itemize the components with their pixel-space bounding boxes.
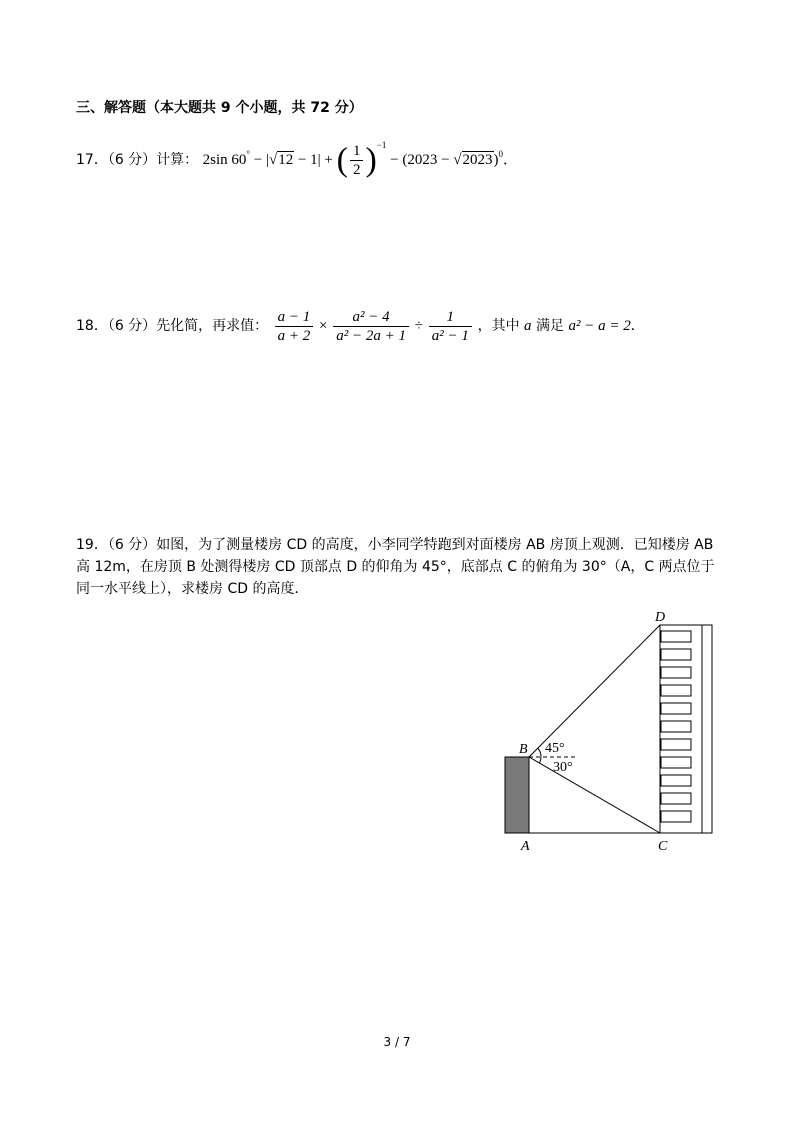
fraction <box>429 308 472 345</box>
angle-label-30: 30° <box>553 760 573 775</box>
page-number: 3 / 7 <box>383 1035 411 1049</box>
sight-line-bc <box>529 757 660 833</box>
question-19 <box>76 534 726 600</box>
question-number: 19． <box>76 537 108 553</box>
fraction-numerator: 1 <box>429 308 472 327</box>
expr-part: ) <box>493 152 499 168</box>
angle-label-45: 45° <box>545 741 565 756</box>
fraction-numerator: a − 1 <box>275 308 314 327</box>
label-c: C <box>658 839 668 854</box>
question-prompt: 计算： <box>156 152 199 168</box>
fraction-denominator: a² − 2a + 1 <box>336 328 406 344</box>
label-a: A <box>521 839 530 854</box>
label-b: B <box>519 742 528 757</box>
question-prompt: 先化简，再求值： <box>156 317 269 334</box>
expr-part: − 1| + <box>294 152 337 168</box>
question-text: 如图，为了测量楼房 CD 的高度，小李同学特跑到对面楼房 AB 房顶上观测．已知楼房 AB 高 12m，在房顶 B 处测得楼房 CD 顶部点 D 的仰角为 45°，底部点 C 的俯角为 30°（A，C 两点位于同一水平线上），求楼房 CD 的高度． <box>76 537 715 597</box>
expr-part: − (2023 − <box>386 152 454 168</box>
sqrt-radicand: 2023 <box>462 152 493 168</box>
sqrt-radicand: 12 <box>278 152 294 168</box>
fraction-denominator: 2 <box>352 162 361 179</box>
question-number: 18． <box>76 317 108 334</box>
fraction <box>333 308 409 345</box>
angle-arc-45 <box>538 749 541 758</box>
operator: × <box>315 317 332 334</box>
fraction-numerator: 1 <box>350 142 364 161</box>
building-windows <box>661 631 691 822</box>
fraction <box>275 308 314 345</box>
question-points: （6 分） <box>107 152 157 168</box>
section-title: 三、解答题（本大题共 9 个小题，共 72 分） <box>76 100 363 116</box>
exponent: −1 <box>376 140 387 150</box>
label-d: D <box>655 610 666 625</box>
expr-end: ． <box>630 317 645 334</box>
expr-part: 2sin 60 <box>202 152 247 168</box>
question-points: （6 分） <box>107 537 157 553</box>
question-number: 17． <box>76 152 108 168</box>
fraction-denominator: a² − 1 <box>431 328 469 344</box>
variable: a <box>524 317 532 334</box>
expr-part: − | <box>250 152 269 168</box>
question-points: （6 分） <box>107 317 157 334</box>
question-18 <box>76 308 645 345</box>
condition-text: 满足 <box>531 317 569 334</box>
fraction-denominator: a + 2 <box>277 328 311 344</box>
q18-expression <box>273 309 478 344</box>
building-ab <box>505 757 529 833</box>
exponent: 0 <box>498 149 504 159</box>
condition-equation: a² − a = 2 <box>568 317 631 334</box>
fraction <box>350 142 364 179</box>
expr-end: ． <box>503 152 519 168</box>
fraction-numerator: a² − 4 <box>333 308 409 327</box>
figure-svg <box>495 605 725 855</box>
operator: ÷ <box>410 317 427 334</box>
condition-text: ，其中 <box>477 317 525 334</box>
sight-line-bd <box>529 625 660 757</box>
angle-arc-30 <box>539 757 541 763</box>
question-17 <box>76 133 518 179</box>
degree-mark: ° <box>246 149 251 159</box>
q17-expression: 2sin 60° − |√12 − 1| + ( $\frac{1}{2}$ )$^{-1} - (2023 - √2023)^0$． <box>202 140 519 179</box>
building-figure <box>495 605 725 859</box>
